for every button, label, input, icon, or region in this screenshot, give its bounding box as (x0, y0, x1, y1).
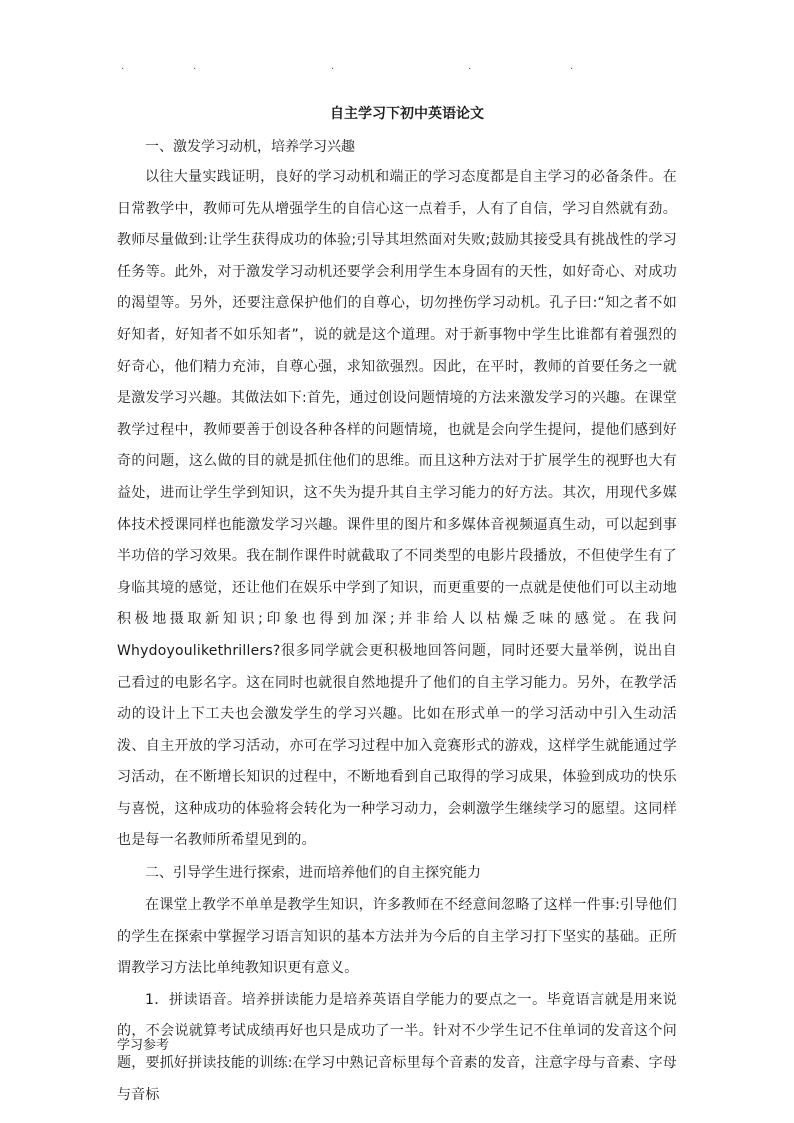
paragraph: 以往大量实践证明，良好的学习动机和端正的学习态度都是自主学习的必备条件。在日常教学中，教师可先从增强学生的自信心这一点着手，人有了自信，学习自然就有劲。教师尽量做到:让学生获得成功的体验;引导其坦然面对失败;鼓励其接受具有挑战性的学习任务等。此外，对于激发学习动机还要学会利用学生本身固有的天性，如好奇心、对成功的渴望等。另外，还要注意保护他们的自尊心，切勿挫伤学习动机。孔子曰:“知之者不如好知者，好知者不如乐知者”，说的就是这个道理。对于新事物中学生比谁都有着强烈的好奇心，他们精力充沛，自尊心强，求知欲强烈。因此，在平时，教师的首要任务之一就是激发学习兴趣。其做法如下:首先，通过创设问题情境的方法来激发学习的兴趣。在课堂教学过程中，教师要善于创设各种各样的问题情境，也就是会向学生提问，提他们感到好奇的问题，这么做的目的就是抓住他们的思维。而且这种方法对于扩展学生的视野也大有益处，进而让学生学到知识，这不失为提升其自主学习能力的好方法。其次，用现代多媒体技术授课同样也能激发学习兴趣。课件里的图片和多媒体音视频逼真生动，可以起到事半功倍的学习效果。我在制作课件时就截取了不同类型的电影片段播放，不但使学生有了身临其境的感觉，还让他们在娱乐中学到了知识，而更重要的一点就是使他们可以主动地积极地摄取新知识;印象也得到加深;并非给人以枯燥乏味的感觉。在我问 Whydoyoulikethrillers?很多同学就会更积极地回答问题，同时还要大量举例，说出自己看过的电影名字。这在同时也就很自然地提升了他们的自主学习能力。另外，在教学活动的设计上下工夫也会激发学生的学习兴趣。比如在形式单一的学习活动中引入生动活泼、自主开放的学习活动，亦可在学习过程中加入竞赛形式的游戏，这样学生就能通过学习活动，在不断增长知识的过程中，不断地看到自己取得的学习成果，体验到成功的快乐与喜悦，这种成功的体验将会转化为一种学习动力，会刺激学生继续学习的愿望。这同样也是每一名教师所希望见到的。 (117, 169, 677, 849)
document-title: 自主学习下初中英语论文 (330, 106, 484, 122)
document-body (117, 96, 677, 1111)
list-item: 1．拼读语音。培养拼读能力是培养英语自学能力的要点之一。毕竟语言就是用来说的，不会说就算考试成绩再好也只是成功了一半。针对不少学生记不住单词的发音这个问题，要抓好拼读技能的训练:在学习中熟记音标里每个音素的发音，注意字母与音素、字母与音标 (117, 991, 677, 1103)
header-mark: . (121, 61, 125, 72)
header-mark: . (570, 61, 574, 72)
paragraph: 在课堂上教学不单单是教学生知识，许多教师在不经意间忽略了这样一件事:引导他们的学生在探索中掌握学习语言知识的基本方法并为今后的自主学习打下坚实的基础。正所谓教学习方法比单纯教知识更有意义。 (117, 897, 677, 977)
section-heading: 二、引导学生进行探索，进而培养他们的自主探究能力 (145, 865, 481, 882)
header-mark: . (193, 61, 197, 72)
section-heading: 一、激发学习动机，培养学习兴趣 (145, 139, 355, 155)
header-mark: . (331, 61, 335, 72)
header-marks (0, 62, 794, 74)
footer-label: 学习参考 (117, 1038, 170, 1053)
header-mark: . (468, 61, 472, 72)
